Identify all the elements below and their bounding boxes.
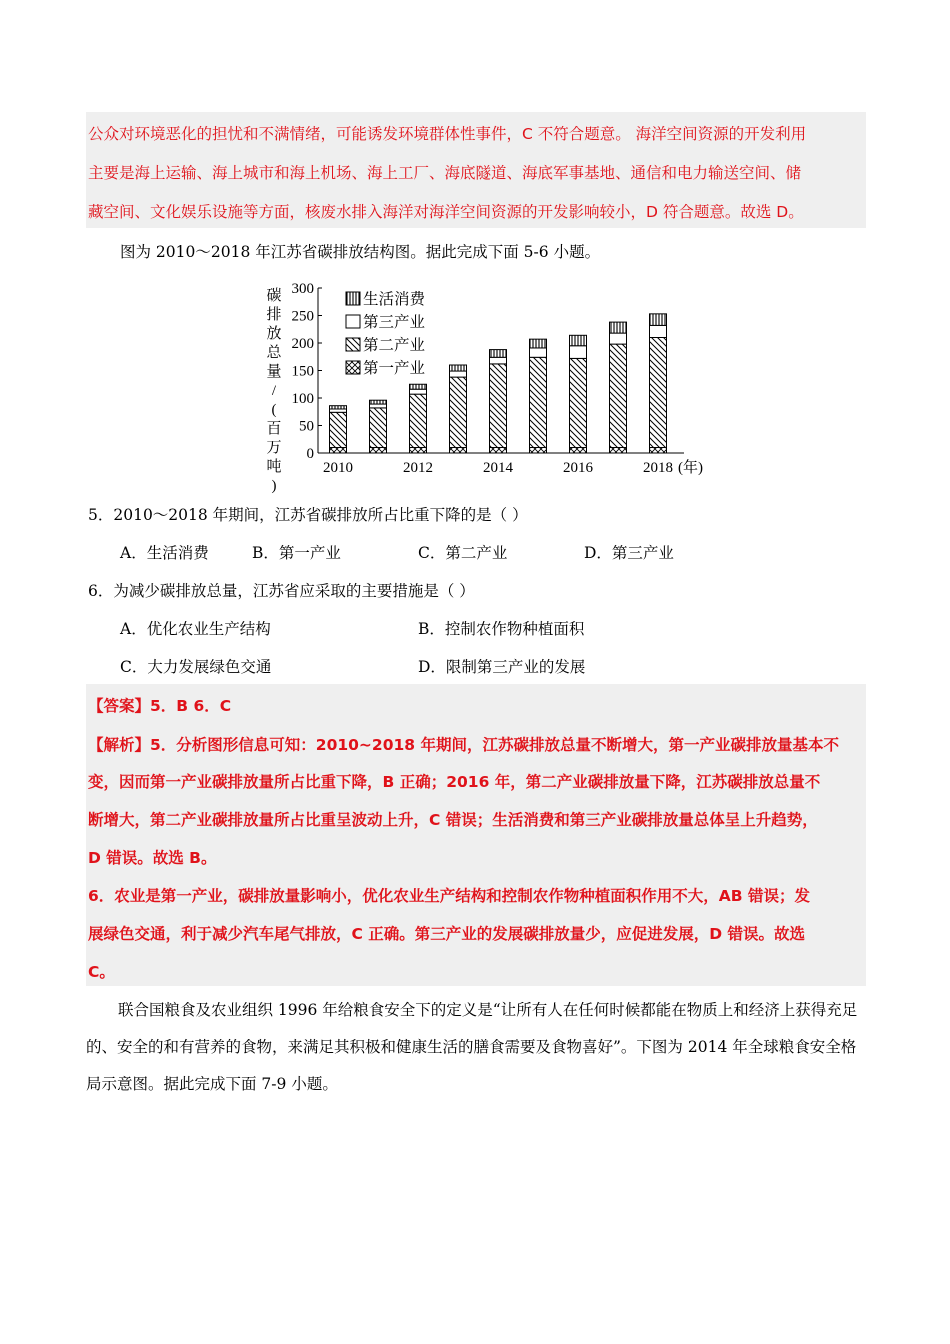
legend-swatch [346,361,360,374]
question-6-option-d: D．限制第三产业的发展 [418,658,586,676]
bar-segment-2017 [610,344,627,447]
question-6-stem: 6．为减少碳排放总量，江苏省应采取的主要措施是（ ） [88,582,475,600]
explanation-top-line: 藏空间、文化娱乐设施等方面，核废水排入海洋对海洋空间资源的开发影响较小，D 符合题意。故选 D。 [88,203,804,221]
intro-7-9: 联合国粮食及农业组织 1996 年给粮食安全下的定义是“让所有人在任何时候都能在物质上和经济上获得充足的、安全的和有营养的食物，来满足其积极和健康生活的膳食需要及食物喜好”。下图为 2014 年全球粮食安全格局示意图。据此完成下面 7-9 小题。 [86,1001,858,1093]
explanation-top-line: 公众对环境恶化的担忧和不满情绪，可能诱发环境群体性事件，C 不符合题意。 海洋空间资源的开发利用 [88,125,807,143]
answer-line: 【答案】5．B 6．C [88,697,232,715]
x-tick-label: 2014 [483,460,513,476]
bar-segment-2016 [570,448,587,454]
bar-segment-2010 [330,448,347,454]
y-tick-label: 300 [291,281,314,297]
bar-segment-2011 [370,400,387,404]
question-6-option-b: B．控制农作物种植面积 [418,620,585,638]
x-tick-label: 2018 [643,460,673,476]
analysis-line: D 错误。故选 B。 [88,849,217,867]
legend-swatch [346,338,360,351]
question-5-option-d: D．第三产业 [584,544,674,562]
question-5-option-b: B．第一产业 [252,544,341,562]
question-5-stem: 5．2010～2018 年期间，江苏省碳排放所占比重下降的是（ ） [88,506,528,524]
bar-segment-2013 [450,371,467,377]
legend-label: 生活消费 [363,291,426,308]
analysis-line: 断增大，第二产业碳排放量所占比重呈波动上升，C 错误；生活消费和第三产业碳排放量总体呈上升趋势， [88,811,818,829]
bar-segment-2018 [650,325,667,337]
question-5-option-c: C．第二产业 [418,544,508,562]
bar-segment-2010 [330,406,347,409]
y-axis-label-text: 碳排放总量/ (百万吨) [266,288,282,494]
bar-segment-2017 [610,333,627,344]
analysis-line: 【解析】5．分析图形信息可知：2010~2018 年期间，江苏碳排放总量不断增大，第一产业碳排放量基本不 [88,736,839,754]
bar-segment-2016 [570,335,587,345]
bar-segment-2010 [330,412,347,447]
bar-segment-2011 [370,408,387,448]
bar-segment-2013 [450,448,467,454]
explanation-top-line: 主要是海上运输、海上城市和海上机场、海上工厂、海底隧道、海底军事基地、通信和电力输送空间、储 [88,164,802,182]
y-tick-label: 150 [291,363,314,380]
bar-segment-2014 [490,448,507,454]
bar-segment-2015 [530,348,547,357]
y-tick-label: 0 [306,446,314,462]
analysis-line: 变，因而第一产业碳排放量所占比重下降，B 正确；2016 年，第二产业碳排放量下降，江苏碳排放总量不 [88,773,821,791]
bar-segment-2011 [370,404,387,408]
legend-label: 第一产业 [363,360,426,377]
bar-segment-2014 [490,350,507,358]
bar-segment-2013 [450,365,467,371]
analysis-line: 展绿色交通，利于减少汽车尾气排放，C 正确。第三产业的发展碳排放量少，应促进发展，D 错误。故选 [88,925,806,943]
bar-segment-2013 [450,377,467,447]
question-5-option-a: A．生活消费 [120,544,209,562]
bar-segment-2014 [490,364,507,448]
intro-5-6: 图为 2010～2018 年江苏省碳排放结构图。据此完成下面 5-6 小题。 [120,243,601,261]
bar-segment-2017 [610,322,627,333]
x-tick-label: 2016 [563,460,593,476]
bar-segment-2018 [650,338,667,448]
x-axis-unit: (年) [678,460,703,476]
x-tick-label: 2012 [403,460,433,476]
legend-swatch [346,292,360,305]
y-tick-label: 250 [291,308,314,325]
y-tick-label: 200 [291,336,314,352]
bar-segment-2012 [410,448,427,454]
bar-segment-2018 [650,314,667,326]
bar-segment-2012 [410,384,427,389]
analysis-line: C。 [88,963,115,981]
carbon-emission-chart-svg [262,278,722,494]
bar-segment-2016 [570,346,587,359]
bar-segment-2015 [530,357,547,447]
bar-segment-2012 [410,394,427,447]
y-tick-label: 100 [291,391,314,407]
analysis-line: 6．农业是第一产业，碳排放量影响小，优化农业生产结构和控制农作物种植面积作用不大，AB 错误；发 [88,887,810,905]
bar-segment-2014 [490,357,507,364]
bar-segment-2018 [650,448,667,454]
bar-segment-2012 [410,389,427,394]
question-6-option-c: C．大力发展绿色交通 [120,658,272,676]
legend-label: 第三产业 [363,314,426,331]
y-axis-label [266,287,282,494]
chart-legend [346,290,426,377]
y-tick-label: 50 [299,418,314,435]
bar-segment-2015 [530,448,547,454]
bar-segment-2011 [370,448,387,454]
legend-label: 第二产业 [363,337,426,354]
bar-segment-2016 [570,358,587,447]
carbon-emission-chart [262,278,722,494]
bar-segment-2015 [530,339,547,348]
question-6-option-a: A．优化农业生产结构 [120,620,271,638]
legend-swatch [346,315,360,328]
x-tick-label: 2010 [323,460,353,476]
bar-segment-2017 [610,448,627,454]
